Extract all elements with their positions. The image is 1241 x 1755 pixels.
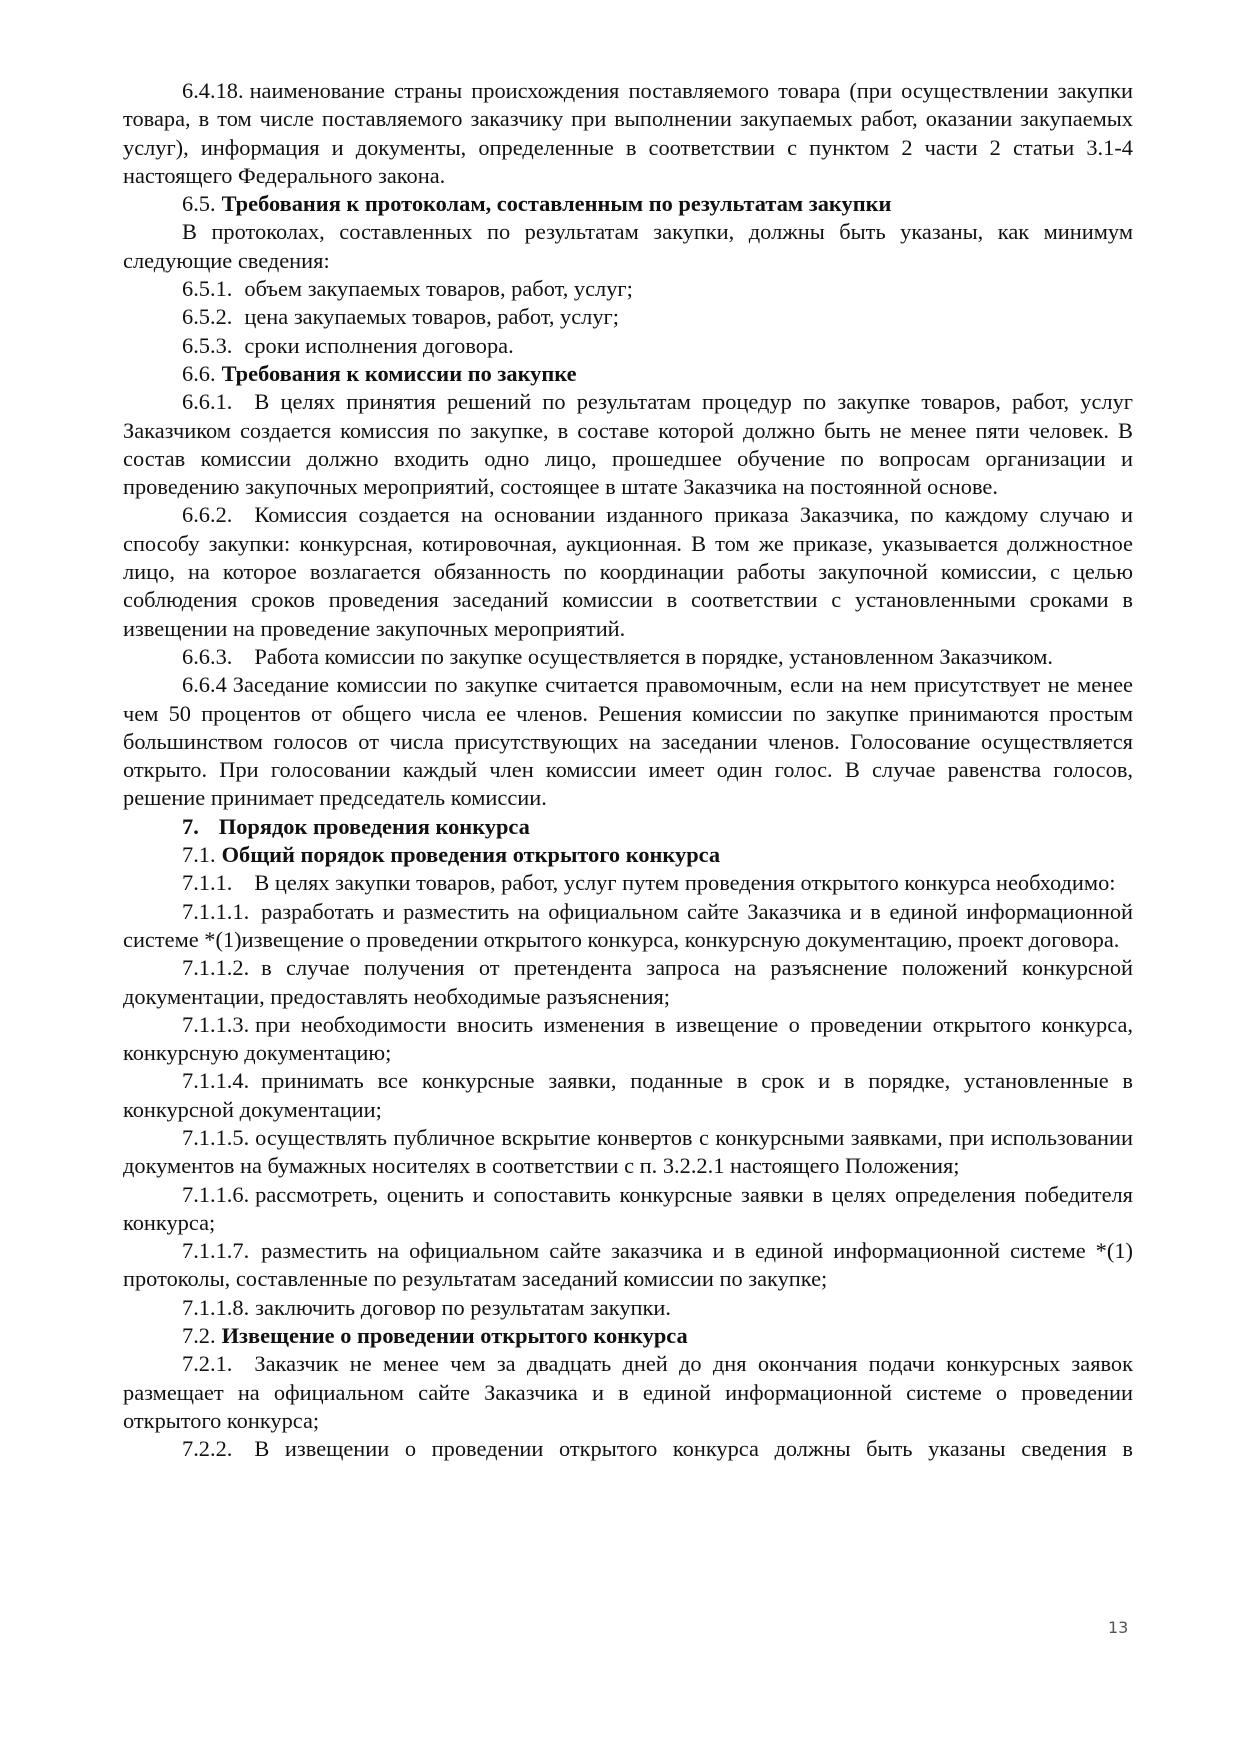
section-title: Требования к комиссии по закупке xyxy=(221,360,577,386)
item-number: 6.5.2. xyxy=(182,304,233,330)
paragraph-7-1-1-5 xyxy=(123,1124,1133,1181)
paragraph-7-1-1-4 xyxy=(123,1067,1133,1124)
page-number: 13 xyxy=(1108,1618,1129,1637)
item-number: 7.1.1.7. xyxy=(182,1238,250,1264)
list-item-6-5-1 xyxy=(123,275,1133,303)
section-heading-7-1 xyxy=(123,841,1133,869)
paragraph-text: заключить договор по результатам закупки. xyxy=(255,1294,671,1320)
paragraph-text: осуществлять публичное вскрытие конвертов с конкурсными заявками, при использовании документов на бумажных носителях в соответствии с п. 3.2.2.1 настоящего Положения; xyxy=(123,1124,1133,1179)
paragraph-text: цена закупаемых товаров, работ, услуг; xyxy=(244,304,619,330)
paragraph-6-6-1 xyxy=(123,388,1133,501)
list-item-6-5-2 xyxy=(123,303,1133,331)
paragraph-7-1-1-1 xyxy=(123,898,1133,955)
paragraph-7-1-1-3 xyxy=(123,1011,1133,1068)
paragraph-6-5-intro xyxy=(123,218,1133,275)
paragraph-text: наименование страны происхождения поставляемого товара (при осуществлении закупки товара, в том числе поставляемого заказчику при выполнении закупаемых работ, оказании закупаемых услуг), информация и документы, определенные в соответствии с пунктом 2 части 2 статьи 3.1-4 настоящего Федерального закона. xyxy=(123,78,1133,188)
paragraph-text: Заседание комиссии по закупке считается правомочным, если на нем присутствует не менее чем 50 процентов от общего числа ее членов. Решения комиссии по закупке принимаются простым большинством голосов от числа присутствующих на заседании членов. Голосование осуществляется открыто. При голосовании каждый член комиссии имеет один голос. В случае равенства голосов, решение принимает председатель комиссии. xyxy=(123,672,1133,811)
paragraph-6-6-4 xyxy=(123,671,1133,812)
paragraph-6-6-3 xyxy=(123,643,1133,671)
paragraph-text: при необходимости вносить изменения в извещение о проведении открытого конкурса, конкурсную документацию; xyxy=(123,1011,1133,1066)
section-heading-6-5 xyxy=(123,190,1133,218)
item-number: 7.1.1.6. xyxy=(182,1181,250,1207)
list-item-6-5-3 xyxy=(123,332,1133,360)
paragraph-text: объем закупаемых товаров, работ, услуг; xyxy=(244,276,633,302)
paragraph-text: Заказчик не менее чем за двадцать дней до дня окончания подачи конкурсных заявок размещает на официальном сайте Заказчика и в единой информационной системе о проведении открытого конкурса; xyxy=(123,1351,1133,1433)
paragraph-text: принимать все конкурсные заявки, поданные в срок и в порядке, установленные в конкурсной документации; xyxy=(123,1068,1133,1122)
item-number: 7.2.1. xyxy=(182,1351,233,1377)
chapter-number: 7. xyxy=(182,813,199,839)
section-title: Извещение о проведении открытого конкурса xyxy=(221,1323,688,1349)
paragraph-6-4-18 xyxy=(123,77,1133,190)
section-title: Требования к протоколам, составленным по результатам закупки xyxy=(221,191,892,217)
item-number: 7.1.1.5. xyxy=(182,1124,250,1150)
item-number: 7.2. xyxy=(182,1323,216,1349)
paragraph-text: в случае получения от претендента запроса на разъяснение положений конкурсной документации, предоставлять необходимые разъяснения; xyxy=(123,955,1133,1009)
paragraph-7-1-1-6 xyxy=(123,1181,1133,1238)
item-number: 7.1.1.8. xyxy=(182,1294,250,1320)
item-number: 6.6.1. xyxy=(182,389,233,415)
item-number: 7.1.1. xyxy=(182,870,233,896)
item-number: 6.4.18. xyxy=(182,78,244,103)
paragraph-7-1-1-8 xyxy=(123,1294,1133,1322)
paragraph-text: Работа комиссии по закупке осуществляется в порядке, установленном Заказчиком. xyxy=(254,643,1053,669)
paragraph-7-2-1 xyxy=(123,1350,1133,1435)
section-heading-7-2 xyxy=(123,1322,1133,1350)
paragraph-text: В целях принятия решений по результатам процедур по закупке товаров, работ, услуг Заказчиком создается комиссия по закупке, в составе которой должно быть не менее пяти человек. В состав комиссии должно входить одно лицо, прошедшее обучение по вопросам организации и проведению закупочных мероприятий, состоящее в штате Заказчика на постоянной основе. xyxy=(123,389,1133,500)
item-number: 7.1.1.3. xyxy=(182,1011,250,1037)
item-number: 6.6.3. xyxy=(182,643,233,669)
paragraph-text: разместить на официальном сайте заказчика и в единой информационной системе *(1) протоколы, составленные по результатам заседаний комиссии по закупке; xyxy=(123,1238,1133,1292)
paragraph-7-1-1 xyxy=(123,869,1133,897)
item-number: 6.6. xyxy=(182,360,216,386)
item-number: 6.5.3. xyxy=(182,332,233,358)
paragraph-text: рассмотреть, оценить и сопоставить конкурсные заявки в целях определения победителя конкурса; xyxy=(123,1181,1133,1235)
item-number: 7.1.1.4. xyxy=(182,1068,250,1094)
paragraph-7-1-1-7 xyxy=(123,1237,1133,1294)
chapter-heading-7 xyxy=(123,813,1133,841)
item-number: 7.1. xyxy=(182,842,216,868)
paragraph-text: Комиссия создается на основании изданного приказа Заказчика, по каждому случаю и способу закупки: конкурсная, котировочная, аукционная. В том же приказе, указывается должностное лицо, на которое возлагается обязанность по координации работы закупочной комиссии, с целью соблюдения сроков проведения заседаний комиссии в соответствии с установленными сроками в извещении на проведение закупочных мероприятий. xyxy=(123,502,1133,641)
paragraph-text: В протоколах, составленных по результатам закупки, должны быть указаны, как минимум следующие сведения: xyxy=(123,219,1133,273)
section-heading-6-6 xyxy=(123,360,1133,388)
item-number: 6.5. xyxy=(182,191,216,217)
paragraph-text: В целях закупки товаров, работ, услуг путем проведения открытого конкурса необходимо: xyxy=(254,870,1116,896)
paragraph-7-1-1-2 xyxy=(123,954,1133,1011)
item-number: 6.6.2. xyxy=(182,502,233,528)
item-number: 7.1.1.1. xyxy=(182,898,250,924)
paragraph-text: В извещении о проведении открытого конкурса должны быть указаны сведения в xyxy=(254,1436,1133,1462)
document-page xyxy=(123,77,1133,1464)
paragraph-text: разработать и разместить на официальном сайте Заказчика и в единой информационной системе *(1)извещение о проведении открытого конкурса, конкурсную документацию, проект договора. xyxy=(123,898,1133,952)
chapter-title: Порядок проведения конкурса xyxy=(218,813,530,839)
item-number: 7.2.2. xyxy=(182,1436,233,1462)
paragraph-7-2-2 xyxy=(123,1435,1133,1463)
paragraph-text: сроки исполнения договора. xyxy=(244,332,514,358)
item-number: 7.1.1.2. xyxy=(182,955,250,981)
paragraph-6-6-2 xyxy=(123,501,1133,642)
item-number: 6.6.4 xyxy=(182,672,227,698)
section-title: Общий порядок проведения открытого конкурса xyxy=(221,842,721,868)
item-number: 6.5.1. xyxy=(182,276,233,302)
